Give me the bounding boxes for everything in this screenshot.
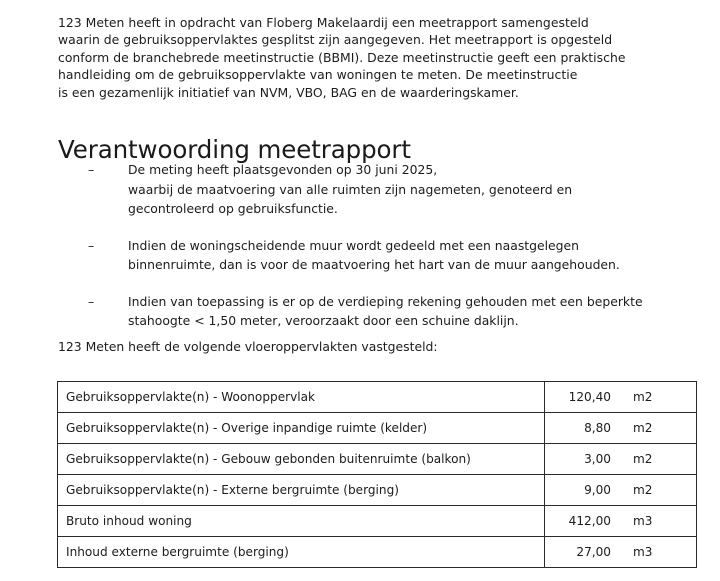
list-item-line: waarbij de maatvoering van alle ruimten zijn nagemeten, genoteerd en bbox=[128, 181, 573, 197]
list-item bbox=[58, 236, 668, 275]
table-cell-unit: m2 bbox=[617, 413, 697, 444]
list-item-line: stahoogte < 1,50 meter, veroorzaakt door een schuine daklijn. bbox=[128, 313, 519, 328]
table-cell-label: Gebruiksoppervlakte(n) - Externe bergruimte (berging) bbox=[58, 475, 545, 506]
list-item-line: De meting heeft plaatsgevonden op 30 juni 2025, bbox=[128, 162, 438, 177]
table-cell-value: 120,40 bbox=[545, 382, 618, 413]
list-item-line: Indien de woningscheidende muur wordt gedeeld met een naastgelegen bbox=[128, 237, 580, 253]
table-cell-label: Gebruiksoppervlakte(n) - Gebouw gebonden buitenruimte (balkon) bbox=[58, 444, 545, 475]
intro-paragraph bbox=[58, 14, 658, 101]
table-cell-label: Inhoud externe bergruimte (berging) bbox=[58, 537, 545, 568]
table-row bbox=[58, 444, 697, 475]
table-cell-unit: m3 bbox=[617, 537, 697, 568]
list-item-line: binnenruimte, dan is voor de maatvoering het hart van de muur aangehouden. bbox=[128, 257, 620, 272]
table-cell-unit: m3 bbox=[617, 506, 697, 537]
table-row bbox=[58, 506, 697, 537]
table-cell-value: 27,00 bbox=[545, 537, 618, 568]
table-row bbox=[58, 413, 697, 444]
list-item bbox=[58, 292, 668, 331]
table-cell-value: 3,00 bbox=[545, 444, 618, 475]
section-heading: Verantwoording meetrapport bbox=[58, 135, 411, 165]
responsibility-bullet-list bbox=[58, 160, 668, 348]
table-cell-value: 9,00 bbox=[545, 475, 618, 506]
intro-line: is een gezamenlijk initiatief van NVM, VBO, BAG en de waarderingskamer. bbox=[58, 84, 519, 100]
table-lead-in-text: 123 Meten heeft de volgende vloeroppervlakten vastgesteld: bbox=[58, 339, 438, 354]
table-cell-unit: m2 bbox=[617, 475, 697, 506]
dash-bullet-icon: – bbox=[88, 293, 95, 309]
table-row bbox=[58, 537, 697, 568]
table-cell-unit: m2 bbox=[617, 382, 697, 413]
table-row bbox=[58, 382, 697, 413]
intro-line: handleiding om de gebruiksoppervlakte van woningen te meten. De meetinstructie bbox=[58, 67, 578, 83]
list-item-line: gecontroleerd op gebruiksfunctie. bbox=[128, 201, 338, 216]
dash-bullet-icon: – bbox=[88, 162, 95, 177]
table-cell-value: 8,80 bbox=[545, 413, 618, 444]
table-row bbox=[58, 475, 697, 506]
table-cell-unit: m2 bbox=[617, 444, 697, 475]
intro-line: 123 Meten heeft in opdracht van Floberg Makelaardij een meetrapport samengesteld bbox=[58, 15, 589, 30]
floor-area-table bbox=[57, 381, 697, 568]
table-cell-label: Bruto inhoud woning bbox=[58, 506, 545, 537]
intro-line: conform de branchebrede meetinstructie (BBMI). Deze meetinstructie geeft een praktische bbox=[58, 49, 626, 65]
table-cell-label: Gebruiksoppervlakte(n) - Overige inpandige ruimte (kelder) bbox=[58, 413, 545, 444]
dash-bullet-icon: – bbox=[88, 237, 95, 253]
list-item bbox=[58, 160, 668, 219]
list-item-line: Indien van toepassing is er op de verdieping rekening gehouden met een beperkte bbox=[128, 293, 643, 309]
table-cell-value: 412,00 bbox=[545, 506, 618, 537]
table-cell-label: Gebruiksoppervlakte(n) - Woonoppervlak bbox=[58, 382, 545, 413]
intro-line: waarin de gebruiksoppervlaktes gesplitst zijn aangegeven. Het meetrapport is opgesteld bbox=[58, 32, 613, 48]
